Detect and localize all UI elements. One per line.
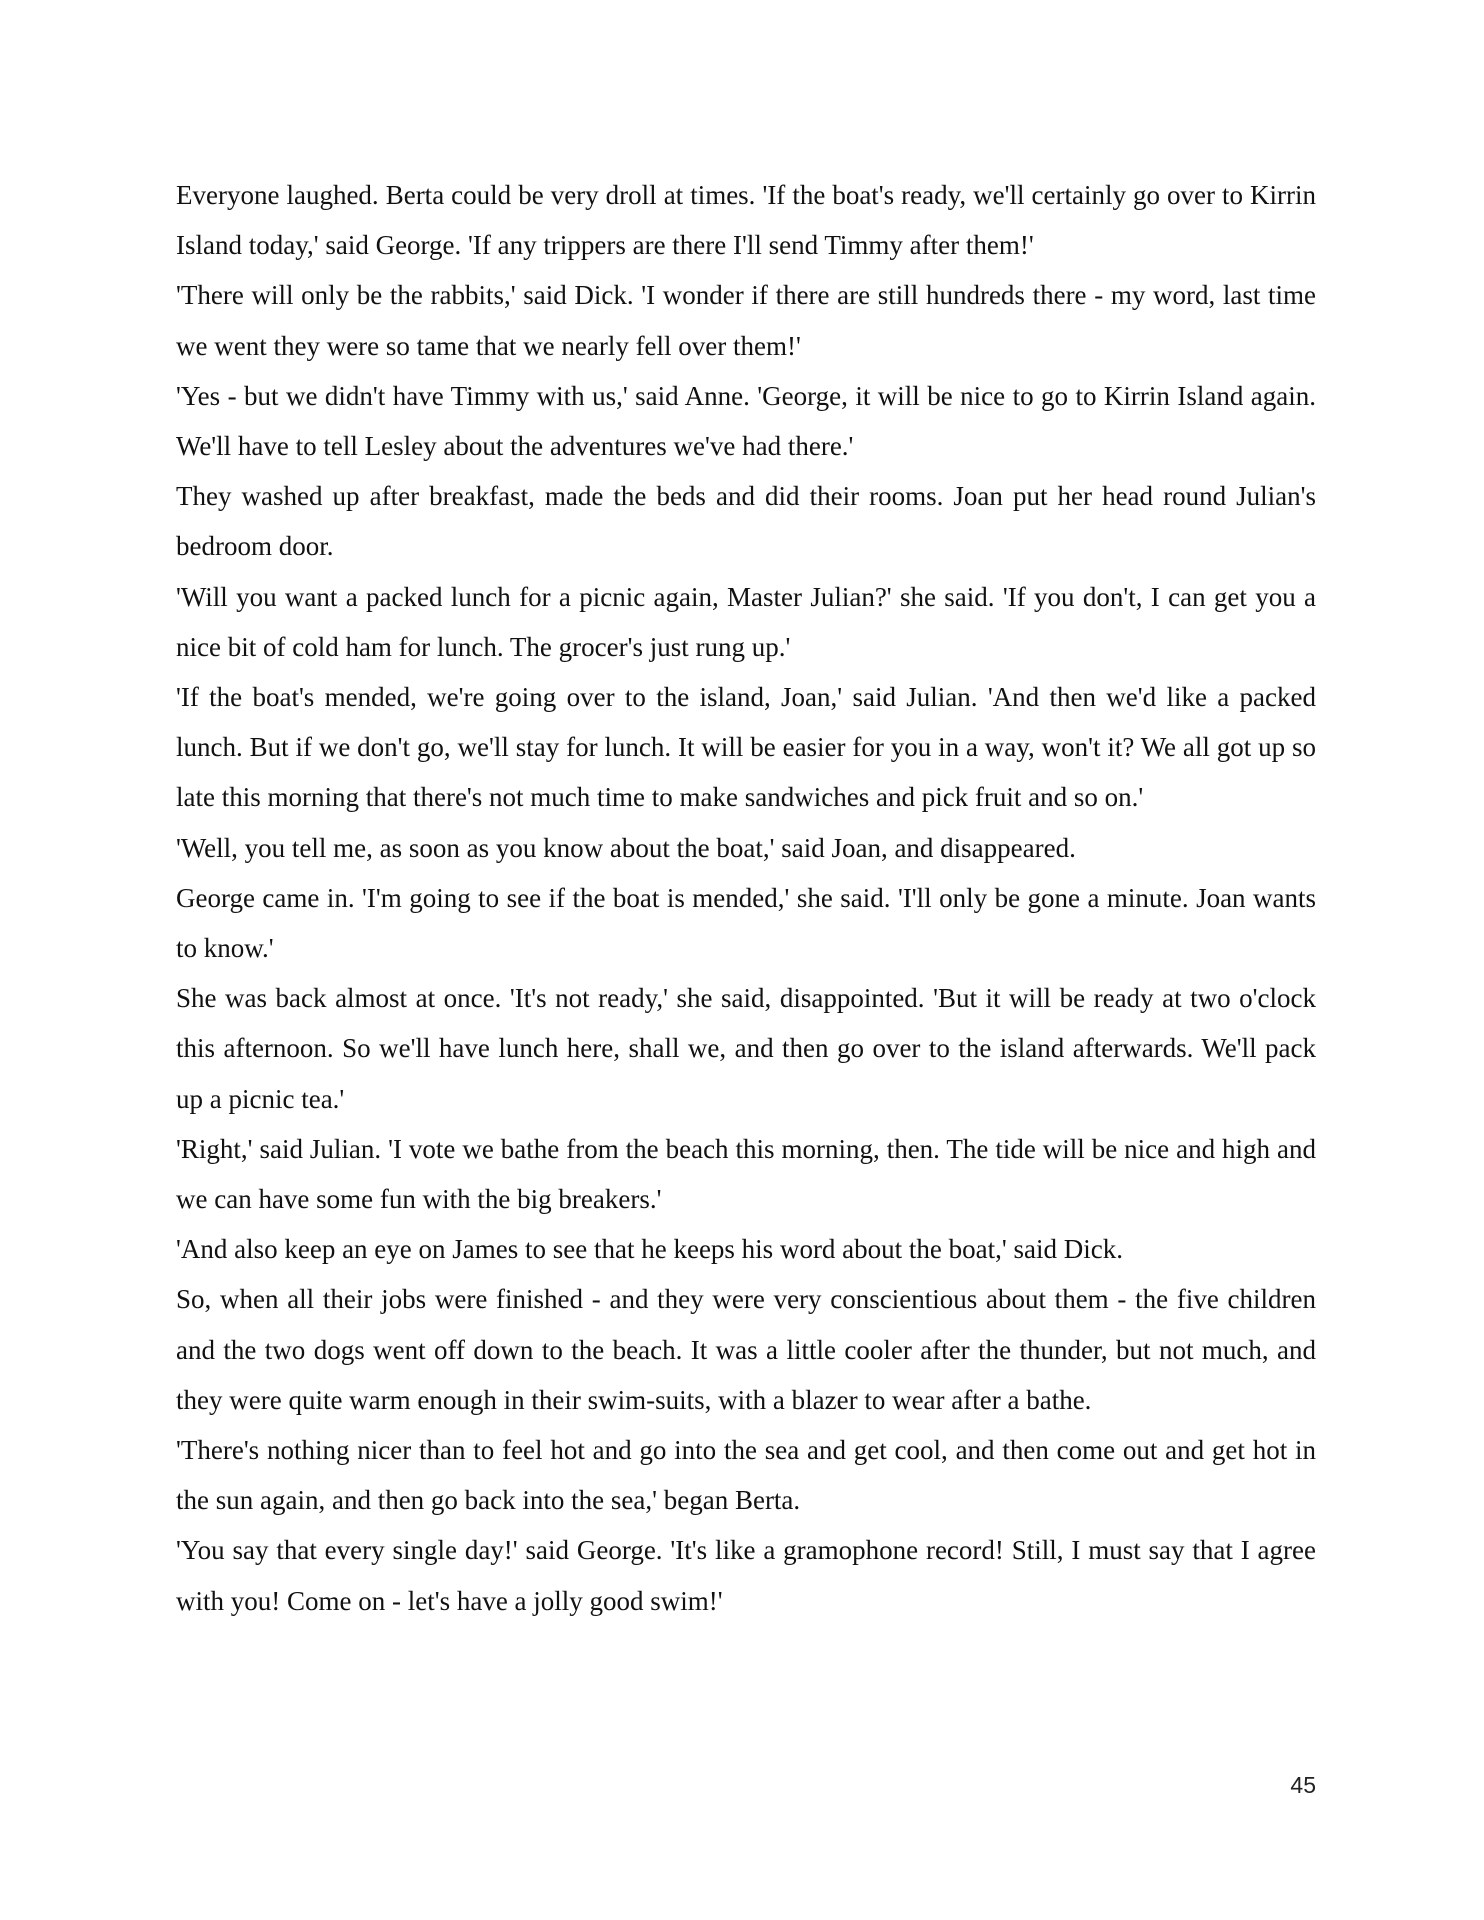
paragraph: 'There will only be the rabbits,' said Dick. 'I wonder if there are still hundreds there - my word, last time we went they were so tame that we nearly fell over them!' (176, 280, 1316, 361)
paragraph: They washed up after breakfast, made the beds and did their rooms. Joan put her head round Julian's bedroom door. (176, 481, 1316, 562)
paragraph: 'Right,' said Julian. 'I vote we bathe from the beach this morning, then. The tide will be nice and high and we can have some fun with the big breakers.' (176, 1133, 1316, 1215)
paragraph: Everyone laughed. Berta could be very droll at times. 'If the boat's ready, we'll certainly go over to Kirrin Island today,' said George. 'If any trippers are there I'll send Timmy after them!' (176, 180, 1316, 261)
paragraph: 'There's nothing nicer than to feel hot and go into the sea and get cool, and then come out and get hot in the sun again, and then go back into the sea,' began Berta. (176, 1435, 1316, 1516)
page-number: 45 (1290, 1772, 1316, 1798)
paragraph: She was back almost at once. 'It's not ready,' she said, disappointed. 'But it will be ready at two o'clock this afternoon. So we'll have lunch here, shall we, and then go over to the island afterwards. We'll pack up a picnic tea.' (176, 983, 1316, 1114)
paragraph: 'Well, you tell me, as soon as you know about the boat,' said Joan, and disappeared. (176, 832, 1076, 863)
paragraph: 'If the boat's mended, we're going over to the island, Joan,' said Julian. 'And then we'd like a packed lunch. But if we don't go, we'll stay for lunch. It will be easier for you in a way, won't it? We all got up so late this morning that there's not much time to make sandwiches and pick fruit and so on.' (176, 682, 1316, 813)
paragraph: 'And also keep an eye on James to see that he keeps his word about the boat,' said Dick. (176, 1234, 1123, 1265)
paragraph: 'You say that every single day!' said George. 'It's like a gramophone record! Still, I must say that I agree with you! Come on - let's have a jolly good swim!' (176, 1535, 1316, 1616)
paragraph: 'Will you want a packed lunch for a picnic again, Master Julian?' she said. 'If you don't, I can get you a nice bit of cold ham for lunch. The grocer's just rung up.' (176, 581, 1316, 662)
paragraph: 'Yes - but we didn't have Timmy with us,' said Anne. 'George, it will be nice to go to Kirrin Island again. We'll have to tell Lesley about the adventures we've had there.' (176, 380, 1316, 462)
body-text (176, 170, 1316, 1626)
paragraph: So, when all their jobs were finished - and they were very conscientious about them - the five children and the two dogs went off down to the beach. It was a little cooler after the thunder, but not much, and they were quite warm enough in their swim-suits, with a blazer to wear after a bathe. (176, 1284, 1316, 1415)
paragraph: George came in. 'I'm going to see if the boat is mended,' she said. 'I'll only be gone a minute. Joan wants to know.' (176, 882, 1316, 964)
